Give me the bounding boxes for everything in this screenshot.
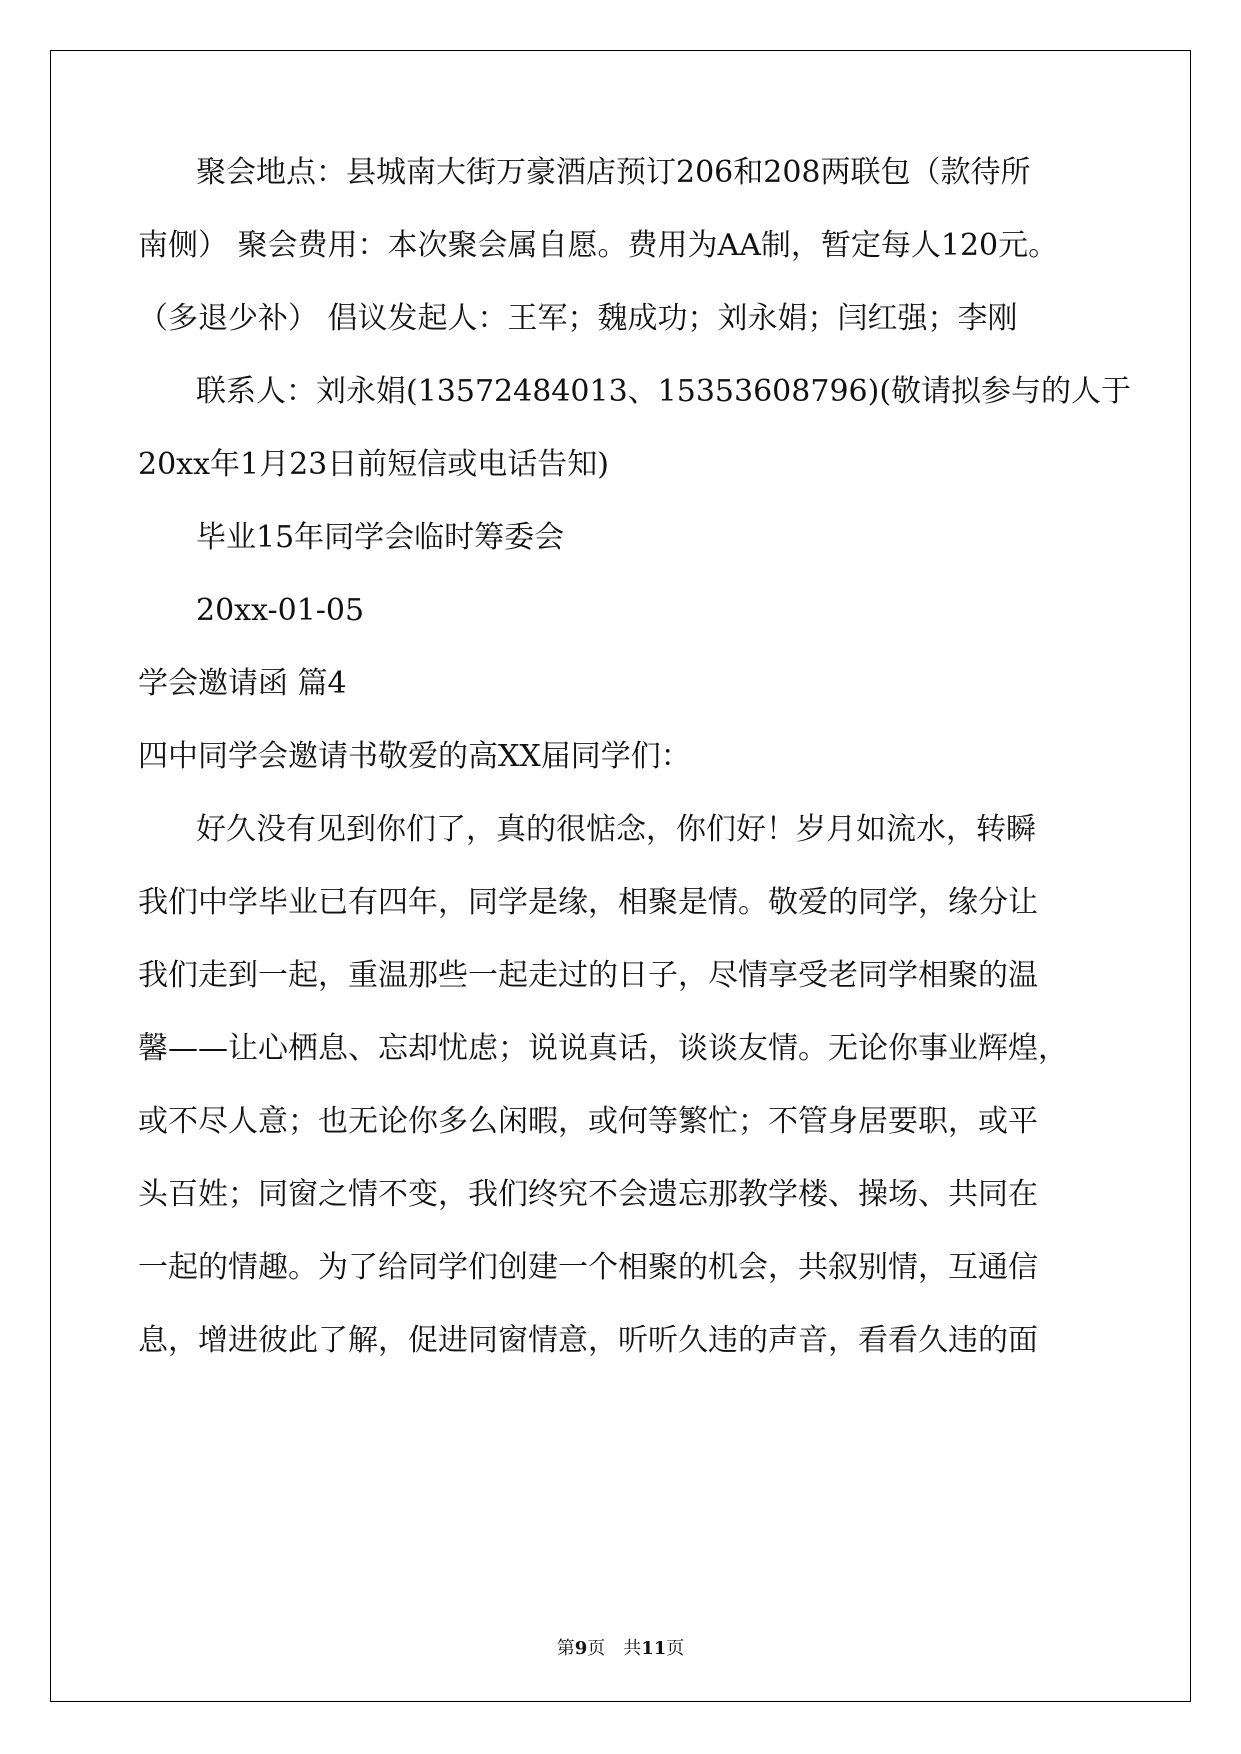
text-line: 20xx年1月23日前短信或电话告知) — [138, 447, 609, 482]
section-heading: 学会邀请函 篇4 — [138, 666, 347, 701]
text-line: 四中同学会邀请书敬爱的高XX届同学们： — [138, 739, 691, 774]
page-border — [50, 50, 1191, 1702]
text-line: 20xx-01-05 — [196, 593, 365, 628]
page-number: 9 — [574, 1638, 588, 1659]
footer-prefix: 第 — [556, 1638, 575, 1659]
text-line: 好久没有见到你们了，真的很惦念，你们好！岁月如流水，转瞬 — [196, 812, 1036, 847]
footer-suffix: 页 — [666, 1638, 685, 1659]
footer-mid: 页 共 — [587, 1638, 642, 1659]
text-line: 聚会地点：县城南大街万豪酒店预订206和208两联包（款待所 — [196, 155, 1031, 190]
text-line: 我们走到一起，重温那些一起走过的日子，尽情享受老同学相聚的温 — [138, 958, 1038, 993]
text-line: 我们中学毕业已有四年，同学是缘，相聚是情。敬爱的同学，缘分让 — [138, 885, 1038, 920]
page-footer — [0, 1634, 1241, 1660]
text-line: 联系人：刘永娟(13572484013、15353608796)(敬请拟参与的人于 — [196, 374, 1132, 409]
text-line: 息，增进彼此了解，促进同窗情意，听听久违的声音，看看久违的面 — [138, 1323, 1038, 1358]
text-line: （多退少补） 倡议发起人：王军；魏成功；刘永娟；闫红强；李刚 — [138, 301, 1018, 336]
text-line: 南侧） 聚会费用：本次聚会属自愿。费用为AA制，暂定每人120元。 — [138, 228, 1059, 263]
text-line: 或不尽人意；也无论你多么闲暇，或何等繁忙；不管身居要职，或平 — [138, 1104, 1038, 1139]
text-line: 馨——让心栖息、忘却忧虑；说说真话，谈谈友情。无论你事业辉煌， — [138, 1031, 1068, 1066]
text-line: 毕业15年同学会临时筹委会 — [196, 520, 565, 555]
total-pages: 11 — [641, 1638, 667, 1659]
text-line: 一起的情趣。为了给同学们创建一个相聚的机会，共叙别情，互通信 — [138, 1250, 1038, 1285]
text-line: 头百姓；同窗之情不变，我们终究不会遗忘那教学楼、操场、共同在 — [138, 1177, 1038, 1212]
